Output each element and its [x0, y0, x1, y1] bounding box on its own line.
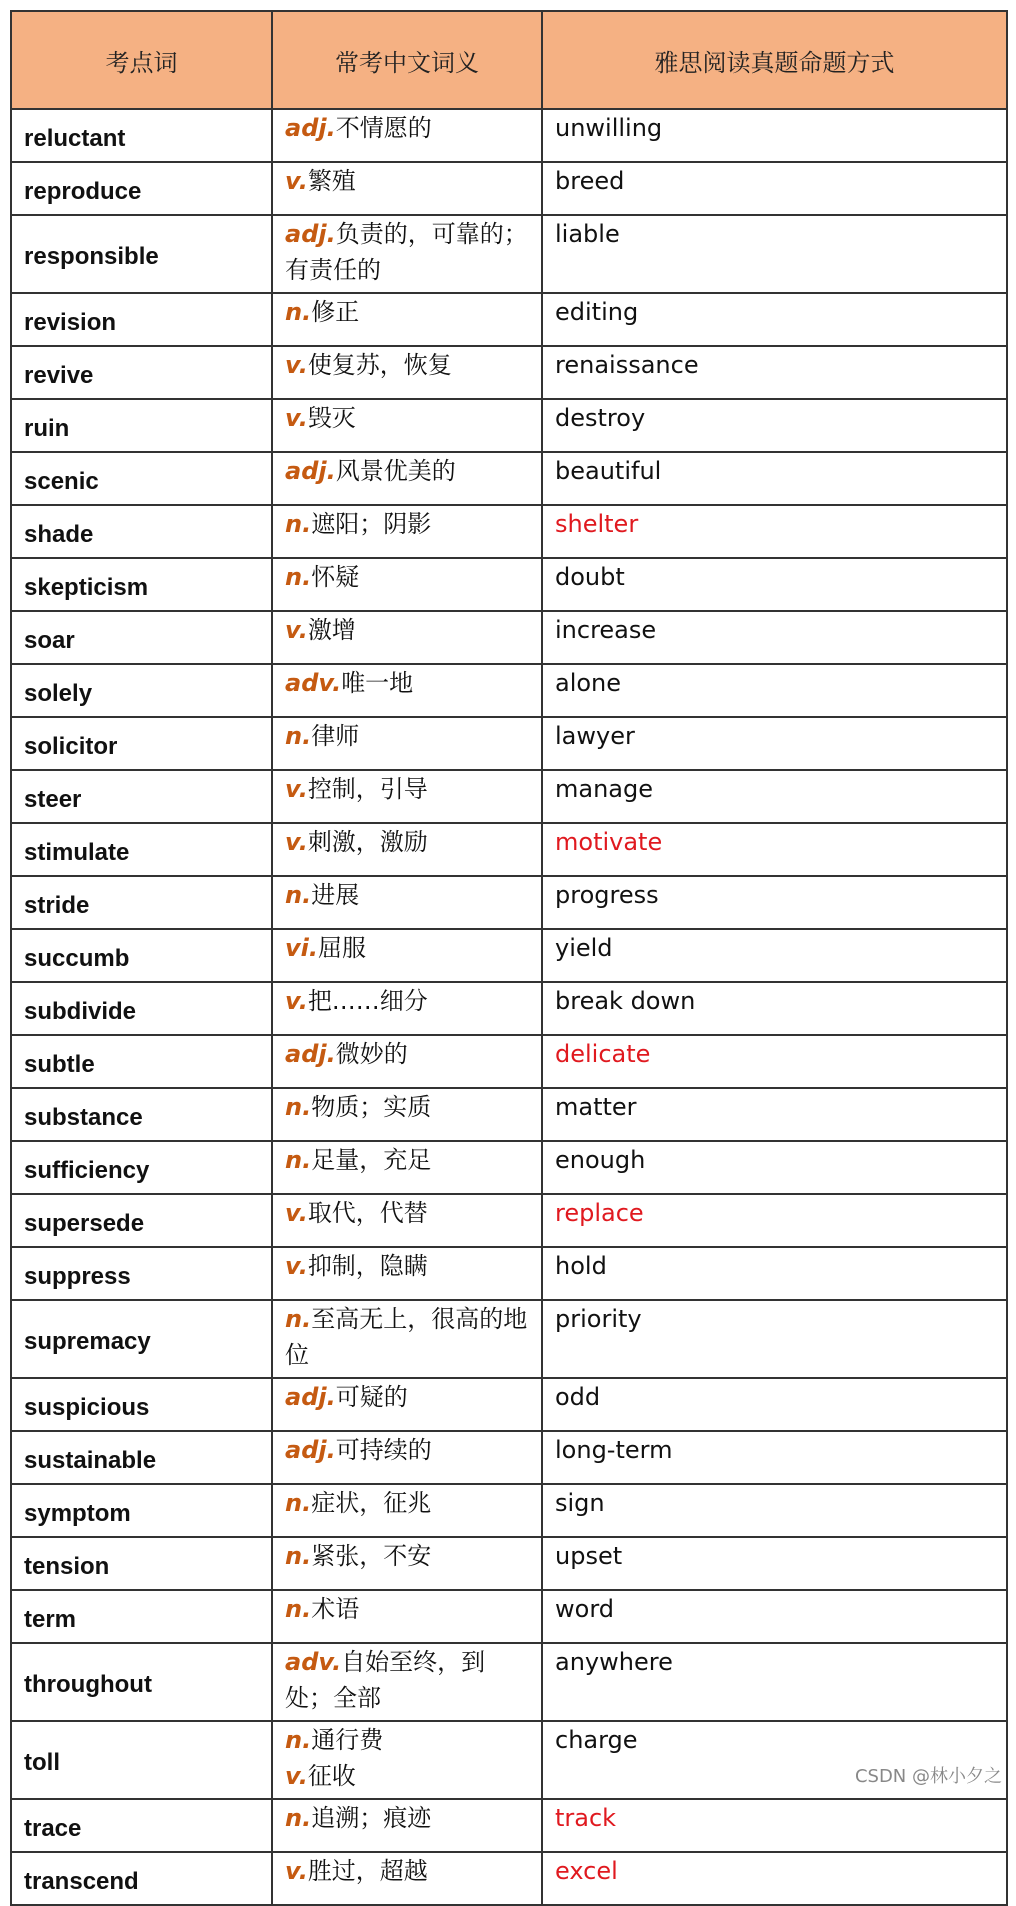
- table-row: [11, 215, 1007, 293]
- chinese-meaning: 症状，征兆: [311, 1489, 432, 1517]
- keyword-cell: solely: [11, 664, 272, 717]
- paraphrase-cell: liable: [542, 215, 1007, 293]
- chinese-meaning: 抑制，隐瞒: [307, 1252, 428, 1280]
- meaning-line: [285, 1800, 529, 1836]
- meaning-cell: [272, 162, 542, 215]
- part-of-speech: adj.: [285, 457, 336, 485]
- meaning-line: [285, 1248, 529, 1284]
- chinese-meaning: 风景优美的: [335, 457, 456, 485]
- meaning-cell: [272, 876, 542, 929]
- keyword-cell: supremacy: [11, 1300, 272, 1378]
- meaning-cell: [272, 399, 542, 452]
- paraphrase-cell: enough: [542, 1141, 1007, 1194]
- chinese-meaning: 可疑的: [335, 1383, 408, 1411]
- meaning-line: [285, 1485, 529, 1521]
- meaning-cell: [272, 452, 542, 505]
- part-of-speech: v.: [285, 351, 308, 379]
- keyword-cell: sustainable: [11, 1431, 272, 1484]
- chinese-meaning: 把……细分: [307, 987, 428, 1015]
- meaning-cell: [272, 1431, 542, 1484]
- table-row: [11, 982, 1007, 1035]
- part-of-speech: adv.: [285, 669, 342, 697]
- paraphrase-cell: shelter: [542, 505, 1007, 558]
- meaning-cell: [272, 215, 542, 293]
- chinese-meaning: 使复苏，恢复: [307, 351, 452, 379]
- table-row: [11, 1590, 1007, 1643]
- part-of-speech: v.: [285, 616, 308, 644]
- part-of-speech: n.: [285, 510, 312, 538]
- meaning-cell: [272, 1035, 542, 1088]
- meaning-line: [285, 983, 529, 1019]
- chinese-meaning: 紧张，不安: [311, 1542, 432, 1570]
- paraphrase-cell: manage: [542, 770, 1007, 823]
- keyword-cell: shade: [11, 505, 272, 558]
- keyword-cell: steer: [11, 770, 272, 823]
- meaning-cell: [272, 1088, 542, 1141]
- meaning-line: [285, 559, 529, 595]
- chinese-meaning: 繁殖: [307, 167, 356, 195]
- part-of-speech: n.: [285, 1305, 312, 1333]
- meaning-cell: [272, 109, 542, 162]
- table-row: [11, 1484, 1007, 1537]
- chinese-meaning: 可持续的: [335, 1436, 432, 1464]
- meaning-cell: [272, 1799, 542, 1852]
- meaning-cell: [272, 1484, 542, 1537]
- paraphrase-cell: replace: [542, 1194, 1007, 1247]
- paraphrase-cell: matter: [542, 1088, 1007, 1141]
- meaning-cell: [272, 1378, 542, 1431]
- paraphrase-cell: motivate: [542, 823, 1007, 876]
- chinese-meaning: 术语: [311, 1595, 360, 1623]
- part-of-speech: v.: [285, 1857, 308, 1885]
- table-row: [11, 109, 1007, 162]
- paraphrase-cell: increase: [542, 611, 1007, 664]
- meaning-line: [285, 771, 529, 807]
- meaning-line: [285, 1758, 529, 1794]
- meaning-cell: [272, 982, 542, 1035]
- meaning-line: [285, 1379, 529, 1415]
- paraphrase-cell: lawyer: [542, 717, 1007, 770]
- meaning-cell: [272, 558, 542, 611]
- part-of-speech: adj.: [285, 114, 336, 142]
- table-row: [11, 505, 1007, 558]
- meaning-cell: [272, 293, 542, 346]
- meaning-line: [285, 665, 529, 701]
- keyword-cell: ruin: [11, 399, 272, 452]
- part-of-speech: adj.: [285, 1383, 336, 1411]
- meaning-cell: [272, 1852, 542, 1905]
- chinese-meaning: 屈服: [318, 934, 366, 962]
- meaning-line: [285, 1722, 529, 1758]
- vocabulary-table: [10, 10, 1008, 1906]
- table-row: [11, 770, 1007, 823]
- paraphrase-cell: yield: [542, 929, 1007, 982]
- part-of-speech: n.: [285, 881, 312, 909]
- chinese-meaning: 控制，引导: [307, 775, 428, 803]
- keyword-cell: solicitor: [11, 717, 272, 770]
- paraphrase-cell: odd: [542, 1378, 1007, 1431]
- paraphrase-cell: anywhere: [542, 1643, 1007, 1721]
- paraphrase-cell: upset: [542, 1537, 1007, 1590]
- table-row: [11, 876, 1007, 929]
- keyword-cell: term: [11, 1590, 272, 1643]
- meaning-cell: [272, 823, 542, 876]
- keyword-cell: soar: [11, 611, 272, 664]
- paraphrase-cell: progress: [542, 876, 1007, 929]
- part-of-speech: v.: [285, 167, 308, 195]
- paraphrase-cell: break down: [542, 982, 1007, 1035]
- keyword-cell: skepticism: [11, 558, 272, 611]
- part-of-speech: v.: [285, 987, 308, 1015]
- table-row: [11, 1799, 1007, 1852]
- meaning-line: [285, 453, 529, 489]
- chinese-meaning: 征收: [307, 1762, 356, 1790]
- meaning-cell: [272, 1141, 542, 1194]
- chinese-meaning: 律师: [311, 722, 360, 750]
- chinese-meaning: 通行费: [311, 1726, 384, 1754]
- paraphrase-cell: destroy: [542, 399, 1007, 452]
- table-row: [11, 399, 1007, 452]
- meaning-line: [285, 1644, 529, 1716]
- table-row: [11, 1141, 1007, 1194]
- part-of-speech: v.: [285, 1252, 308, 1280]
- table-row: [11, 1431, 1007, 1484]
- keyword-cell: suppress: [11, 1247, 272, 1300]
- meaning-line: [285, 294, 529, 330]
- keyword-cell: reluctant: [11, 109, 272, 162]
- keyword-cell: substance: [11, 1088, 272, 1141]
- table-row: [11, 162, 1007, 215]
- meaning-line: [285, 1432, 529, 1468]
- part-of-speech: adj.: [285, 1436, 336, 1464]
- chinese-meaning: 不情愿的: [335, 114, 432, 142]
- part-of-speech: n.: [285, 1804, 312, 1832]
- meaning-cell: [272, 505, 542, 558]
- chinese-meaning: 追溯；痕迹: [311, 1804, 432, 1832]
- keyword-cell: transcend: [11, 1852, 272, 1905]
- paraphrase-cell: track: [542, 1799, 1007, 1852]
- meaning-line: [285, 1853, 529, 1889]
- keyword-cell: stride: [11, 876, 272, 929]
- meaning-cell: [272, 1590, 542, 1643]
- keyword-cell: sufficiency: [11, 1141, 272, 1194]
- paraphrase-cell: editing: [542, 293, 1007, 346]
- chinese-meaning: 激增: [307, 616, 356, 644]
- chinese-meaning: 唯一地: [341, 669, 414, 697]
- meaning-line: [285, 877, 529, 913]
- chinese-meaning: 怀疑: [311, 563, 360, 591]
- part-of-speech: v.: [285, 775, 308, 803]
- chinese-meaning: 微妙的: [335, 1040, 408, 1068]
- keyword-cell: succumb: [11, 929, 272, 982]
- meaning-line: [285, 400, 529, 436]
- paraphrase-cell: breed: [542, 162, 1007, 215]
- table-row: [11, 1088, 1007, 1141]
- meaning-cell: [272, 346, 542, 399]
- meaning-line: [285, 110, 529, 146]
- chinese-meaning: 进展: [311, 881, 360, 909]
- meaning-cell: [272, 1300, 542, 1378]
- table-row: [11, 293, 1007, 346]
- chinese-meaning: 足量，充足: [311, 1146, 432, 1174]
- meaning-cell: [272, 770, 542, 823]
- paraphrase-cell: unwilling: [542, 109, 1007, 162]
- paraphrase-cell: alone: [542, 664, 1007, 717]
- meaning-line: [285, 718, 529, 754]
- meaning-line: [285, 216, 529, 288]
- part-of-speech: n.: [285, 563, 312, 591]
- keyword-cell: revive: [11, 346, 272, 399]
- chinese-meaning: 取代，代替: [307, 1199, 428, 1227]
- paraphrase-cell: sign: [542, 1484, 1007, 1537]
- keyword-cell: throughout: [11, 1643, 272, 1721]
- chinese-meaning: 物质；实质: [311, 1093, 432, 1121]
- meaning-line: [285, 163, 529, 199]
- table-row: [11, 929, 1007, 982]
- paraphrase-cell: long-term: [542, 1431, 1007, 1484]
- meaning-cell: [272, 1537, 542, 1590]
- header-keyword: 考点词: [11, 11, 272, 109]
- part-of-speech: adj.: [285, 1040, 336, 1068]
- keyword-cell: trace: [11, 1799, 272, 1852]
- meaning-cell: [272, 1721, 542, 1799]
- chinese-meaning: 修正: [311, 298, 360, 326]
- table-row: [11, 1300, 1007, 1378]
- part-of-speech: n.: [285, 1726, 312, 1754]
- keyword-cell: suspicious: [11, 1378, 272, 1431]
- meaning-line: [285, 1089, 529, 1125]
- table-row: [11, 1537, 1007, 1590]
- part-of-speech: n.: [285, 1489, 312, 1517]
- table-row: [11, 823, 1007, 876]
- table-row: [11, 1852, 1007, 1905]
- part-of-speech: adj.: [285, 220, 336, 248]
- table-row: [11, 1247, 1007, 1300]
- table-body: [11, 109, 1007, 1905]
- meaning-line: [285, 1142, 529, 1178]
- meaning-line: [285, 347, 529, 383]
- keyword-cell: revision: [11, 293, 272, 346]
- meaning-cell: [272, 1247, 542, 1300]
- keyword-cell: tension: [11, 1537, 272, 1590]
- table-row: [11, 452, 1007, 505]
- paraphrase-cell: word: [542, 1590, 1007, 1643]
- part-of-speech: n.: [285, 1093, 312, 1121]
- part-of-speech: vi.: [285, 934, 318, 962]
- chinese-meaning: 至高无上，很高的地位: [285, 1305, 528, 1369]
- keyword-cell: toll: [11, 1721, 272, 1799]
- meaning-line: [285, 506, 529, 542]
- meaning-line: [285, 612, 529, 648]
- meaning-line: [285, 1538, 529, 1574]
- paraphrase-cell: excel: [542, 1852, 1007, 1905]
- meaning-line: [285, 1036, 529, 1072]
- paraphrase-cell: charge: [542, 1721, 1007, 1799]
- meaning-line: [285, 824, 529, 860]
- keyword-cell: stimulate: [11, 823, 272, 876]
- table-row: [11, 1035, 1007, 1088]
- header-ielts-paraphrase: 雅思阅读真题命题方式: [542, 11, 1007, 109]
- header-row: [11, 11, 1007, 109]
- meaning-cell: [272, 929, 542, 982]
- table-row: [11, 1643, 1007, 1721]
- table-row: [11, 558, 1007, 611]
- part-of-speech: n.: [285, 298, 312, 326]
- table-row: [11, 346, 1007, 399]
- chinese-meaning: 负责的，可靠的；有责任的: [285, 220, 528, 284]
- keyword-cell: subdivide: [11, 982, 272, 1035]
- part-of-speech: n.: [285, 722, 312, 750]
- chinese-meaning: 自始至终，到处；全部: [285, 1648, 486, 1712]
- paraphrase-cell: renaissance: [542, 346, 1007, 399]
- keyword-cell: scenic: [11, 452, 272, 505]
- part-of-speech: v.: [285, 828, 308, 856]
- paraphrase-cell: delicate: [542, 1035, 1007, 1088]
- part-of-speech: v.: [285, 1199, 308, 1227]
- chinese-meaning: 遮阳；阴影: [311, 510, 432, 538]
- meaning-line: [285, 1195, 529, 1231]
- meaning-line: [285, 1591, 529, 1627]
- table-row: [11, 664, 1007, 717]
- paraphrase-cell: beautiful: [542, 452, 1007, 505]
- meaning-line: [285, 1301, 529, 1373]
- part-of-speech: adv.: [285, 1648, 342, 1676]
- paraphrase-cell: doubt: [542, 558, 1007, 611]
- table-row: [11, 1378, 1007, 1431]
- part-of-speech: n.: [285, 1146, 312, 1174]
- meaning-cell: [272, 611, 542, 664]
- keyword-cell: symptom: [11, 1484, 272, 1537]
- part-of-speech: v.: [285, 404, 308, 432]
- header-chinese-meaning: 常考中文词义: [272, 11, 542, 109]
- table-row: [11, 1194, 1007, 1247]
- watermark: CSDN @林小夕之: [854, 1766, 1002, 1787]
- keyword-cell: responsible: [11, 215, 272, 293]
- meaning-cell: [272, 664, 542, 717]
- meaning-line: [285, 930, 529, 966]
- meaning-cell: [272, 1643, 542, 1721]
- keyword-cell: subtle: [11, 1035, 272, 1088]
- paraphrase-cell: priority: [542, 1300, 1007, 1378]
- table-row: [11, 611, 1007, 664]
- keyword-cell: supersede: [11, 1194, 272, 1247]
- keyword-cell: reproduce: [11, 162, 272, 215]
- meaning-cell: [272, 1194, 542, 1247]
- table-row: [11, 717, 1007, 770]
- chinese-meaning: 毁灭: [307, 404, 356, 432]
- part-of-speech: n.: [285, 1595, 312, 1623]
- part-of-speech: n.: [285, 1542, 312, 1570]
- chinese-meaning: 刺激，激励: [307, 828, 428, 856]
- part-of-speech: v.: [285, 1762, 308, 1790]
- paraphrase-cell: hold: [542, 1247, 1007, 1300]
- meaning-cell: [272, 717, 542, 770]
- chinese-meaning: 胜过，超越: [307, 1857, 428, 1885]
